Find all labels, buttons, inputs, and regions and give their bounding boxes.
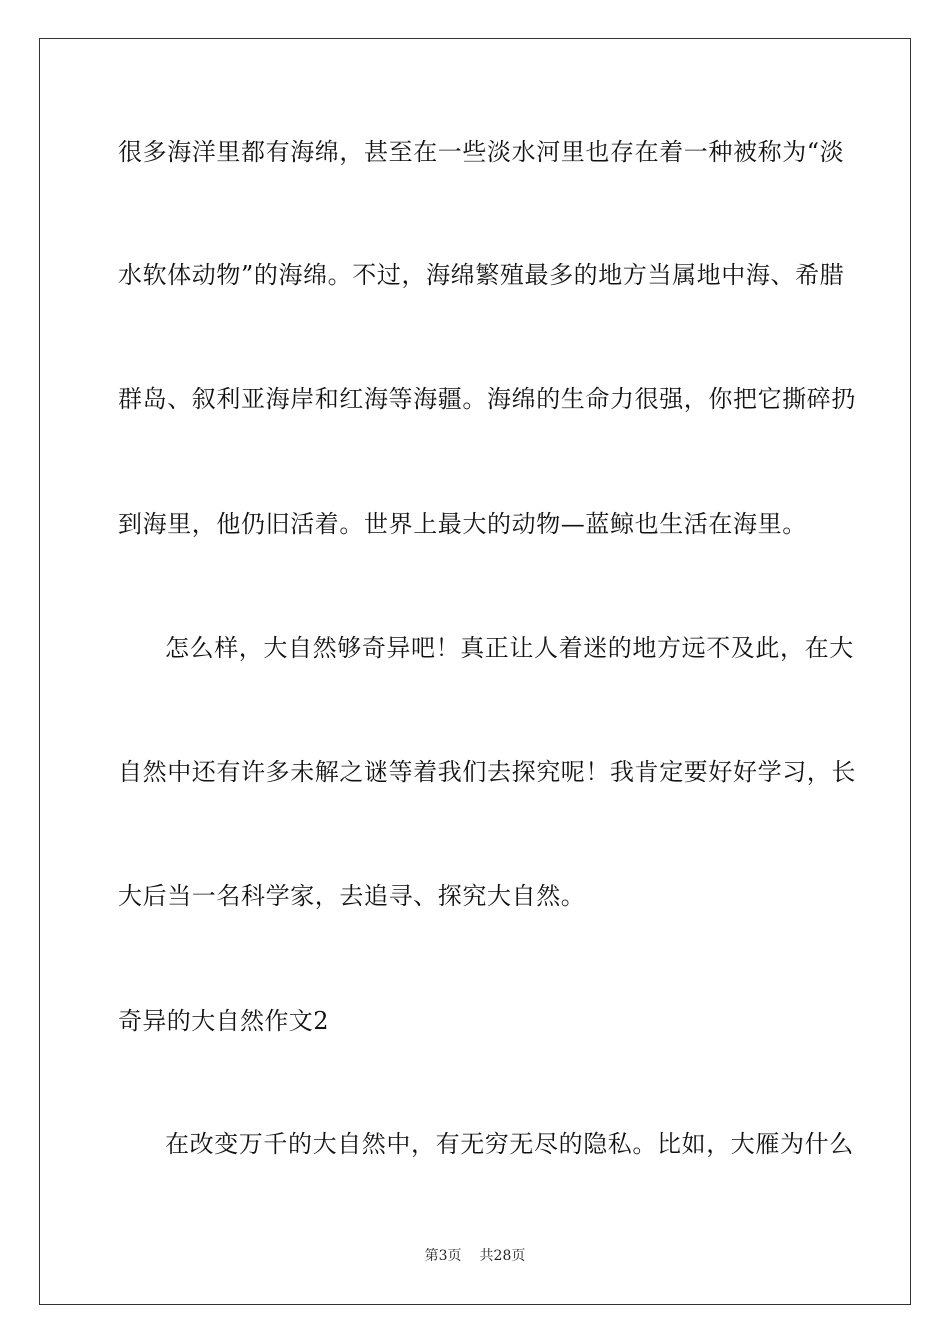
paragraph-line: 水软体动物”的海绵。不过，海绵繁殖最多的地方当属地中海、希腊 <box>118 261 845 289</box>
page-total: 共28页 <box>479 1248 526 1264</box>
paragraph-line: 自然中还有许多未解之谜等着我们去探究呢！我肯定要好好学习，长 <box>118 758 856 786</box>
page-footer <box>0 1247 950 1265</box>
page-number: 第3页 <box>424 1248 462 1264</box>
paragraph-line: 大后当一名科学家，去追寻、探究大自然。 <box>118 882 586 910</box>
paragraph-line: 到海里，他仍旧活着。世界上最大的动物—蓝鲸也生活在海里。 <box>118 510 807 538</box>
paragraph-line: 很多海洋里都有海绵，甚至在一些淡水河里也存在着一种被称为“淡 <box>118 138 845 166</box>
paragraph-line: 在改变万千的大自然中，有无穷无尽的隐私。比如，大雁为什么 <box>165 1130 854 1158</box>
section-heading: 奇异的大自然作文2 <box>118 1007 329 1035</box>
paragraph-line: 群岛、叙利亚海岸和红海等海疆。海绵的生命力很强，你把它撕碎扔 <box>118 385 856 413</box>
paragraph-line: 怎么样，大自然够奇异吧！真正让人着迷的地方远不及此，在大 <box>165 634 854 662</box>
page-frame <box>39 38 911 1305</box>
